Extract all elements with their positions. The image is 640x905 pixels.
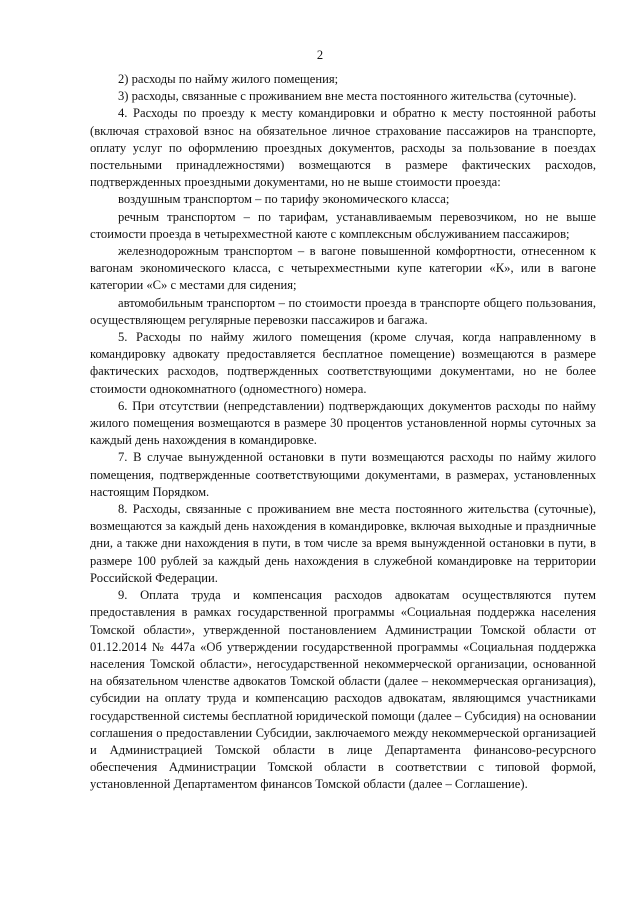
document-body — [90, 71, 596, 794]
paragraph-clause-4: 4. Расходы по проезду к месту командировки и обратно к месту постоянной работы (включая страховой взнос на обязательное личное страхование пассажиров на транспорте, оплату услуг по оформлению проездных документов, расходы за пользование в поездах постельными принадлежностями) возмещаются в размере фактических расходов, подтвержденных проездными документами, но не выше стоимости проезда: — [90, 106, 596, 190]
page-number: 2 — [316, 48, 324, 62]
paragraph-item-3: 3) расходы, связанные с проживанием вне места постоянного жительства (суточные). — [118, 89, 577, 104]
paragraph-clause-8: 8. Расходы, связанные с проживанием вне места постоянного жительства (суточные), возмещаются за каждый день нахождения в командировке, включая выходные и праздничные дни, а также дни нахождения в пути, в том числе за время вынужденной остановки в пути, в размере 100 рублей за каждый день нахождения в служебной командировке на территории Российской Федерации. — [90, 502, 596, 585]
paragraph-rail-transport: железнодорожным транспортом – в вагоне повышенной комфортности, отнесенном к вагонам экономического класса, с четырехместными купе категории «К», или в вагоне категории «С» с местами для сидения; — [90, 244, 596, 293]
paragraph-clause-6: 6. При отсутствии (непредставлении) подтверждающих документов расходы по найму жилого помещения возмещаются в размере 30 процентов установленной нормы суточных за каждый день нахождения в командировке. — [90, 398, 596, 448]
paragraph-road-transport: автомобильным транспортом – по стоимости проезда в транспорте общего пользования, осуществляющем регулярные перевозки пассажиров и багажа. — [90, 295, 596, 327]
paragraph-clause-7: 7. В случае вынужденной остановки в пути возмещаются расходы по найму жилого помещения, подтвержденные соответствующими документами, в размерах, установленных настоящим Порядком. — [90, 450, 596, 499]
paragraph-air-transport: воздушным транспортом – по тарифу экономического класса; — [118, 192, 450, 207]
paragraph-clause-9: 9. Оплата труда и компенсация расходов адвокатам осуществляются путем предоставления в рамках государственной программы «Социальная поддержка населения Томской области», утвержденной постановлением Администрации Томской области от 01.12.2014 № 447а «Об утверждении государственной программы «Социальная поддержка населения Томской области», негосударственной некоммерческой организации, основанной на обязательном членстве адвокатов Томской области (далее – некоммерческая организация), субсидии на оплату труда и компенсацию расходов адвокатам, являющимся участниками государственной системы бесплатной юридической помощи (далее – Субсидия) на основании соглашения о предоставлении Субсидии, заключаемого между некоммерческой организацией и Администрацией Томской области в лице Департамента финансово-ресурсного обеспечения Администрации Томской области в соответствии с типовой формой, установленной Департаментом финансов Томской области (далее – Соглашение). — [90, 588, 596, 792]
paragraph-river-transport: речным транспортом – по тарифам, устанавливаемым перевозчиком, но не выше стоимости проезда в четырехместной каюте с комплексным обслуживанием пассажиров; — [90, 209, 596, 241]
paragraph-item-2: 2) расходы по найму жилого помещения; — [118, 72, 339, 86]
paragraph-clause-5: 5. Расходы по найму жилого помещения (кроме случая, когда направленному в командировку адвокату предоставляется бесплатное помещение) возмещаются в размере фактических расходов, подтвержденных соответствующими документами, но не более стоимости однокомнатного (одноместного) номера. — [90, 330, 596, 396]
